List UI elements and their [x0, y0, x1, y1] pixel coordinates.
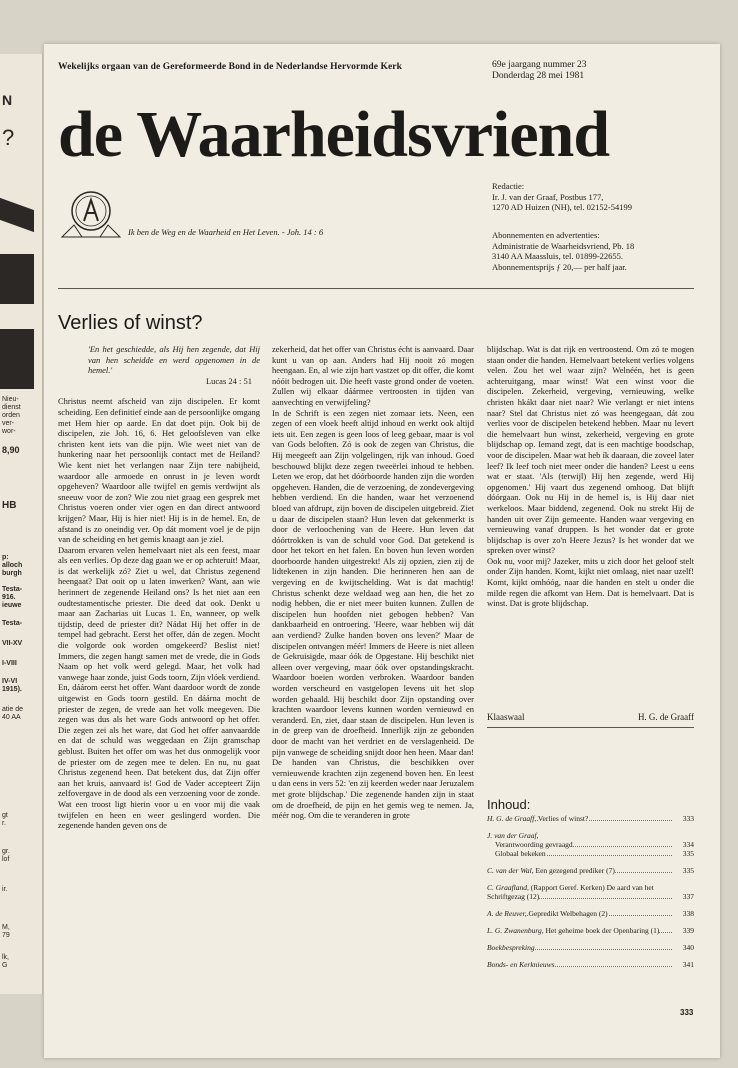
fragment-text: atie de — [2, 706, 24, 713]
toc-title: Een gezegend prediker (7) — [535, 866, 615, 875]
toc-title: (Rapport Geref. Kerken) De aard van het Schriftgezag (12) — [487, 883, 654, 901]
toc-page: 340 — [682, 943, 694, 952]
fragment-text: VII-XV — [2, 640, 23, 647]
fragment-text: alloch — [2, 562, 23, 569]
paragraph: zekerheid, dat het offer van Christus écht is aanvaard. Daar kunt u van op aan. Anders had Hij nooit zó mogen heengaan. En, al wie zijn hart vastzet op dit offer, die komt nóóit bedrogen uit. Die heeft vaste grond onder de voeten. Zullen wij elkaar dáármee vertroosten in tijden van aanvechting en verwijfeling? — [272, 344, 474, 407]
article-signature — [487, 712, 694, 722]
publication-logo-icon — [60, 189, 122, 241]
fragment-text: IV-VI — [2, 678, 18, 685]
toc-page: 335 — [682, 866, 694, 875]
toc-item[interactable] — [487, 960, 694, 969]
toc-title: Globaal bekeken — [495, 849, 546, 858]
toc-page: 339 — [682, 926, 694, 935]
fragment-text: r. — [2, 820, 6, 827]
toc-item[interactable] — [487, 909, 694, 918]
fragment-text: ver- — [2, 420, 15, 427]
issue-date: Donderdag 28 mei 1981 — [492, 71, 585, 81]
masthead-title: de Waarheidsvriend — [58, 98, 610, 171]
bible-quote: 'En het geschiedde, als Hij hen zegende, dat Hij van hen scheidde en werd opgenomen in de hemel.' — [88, 344, 260, 376]
fragment-text: 40 AA — [2, 714, 21, 721]
signature-divider — [487, 727, 694, 728]
fragment-text: ir. — [2, 886, 8, 893]
toc-item[interactable] — [487, 943, 694, 952]
redactie-address: Ir. J. van der Graaf, Postbus 177, — [492, 191, 604, 202]
toc-author: H. G. de Graaff, — [487, 814, 537, 823]
signature-name: H. G. de Graaff — [637, 712, 694, 722]
abonn-address: Administratie de Waarheidsvriend, Pb. 18 — [492, 240, 635, 251]
fragment-text: I-VIII — [2, 660, 17, 667]
fragment-text: 8,90 — [2, 445, 20, 455]
article-column-2 — [272, 344, 474, 821]
article-column-1 — [58, 344, 260, 831]
paragraph: In de Schrift is een zegen niet zomaar iets. Neen, een zegen of een vloek heeft altijd inhoud en werkt ook altijd iets uit. Een zegen is geen loos of leeg gebaar, maar is vol van Gods beloften. Zó is ook de zegen van Christus, die Hij meegeeft aan Zijn volgelingen, rijk van inhoud. Goed beschouwd blijkt deze zegen tweeërlei inhoud te hebben. Leten we erop, dat het dóórboorde handen zijn die worden opgeheven. Handen, die de verzoening, de zondevergeving hebben verdiend. En die handen, waar het verzoenend bloed van afdrupt, zijn boven de discipelen uitgebreid. Ziet u daar de discipelen staan? Hun leven dat gekenmerkt is door de verloochening van de Heere. Hun leven dat dóórtrokken is van de schuld voor God. Dat getekend is door het tekort en het falen. En boven hun leven worden doorboorde handen uitgestrekt! Als zij opzien, zien zij de lidtekenen in zijn handen. Die herinneren hen aan de vergeving en de kwijtschelding. Wat is dat machtig! Christus schenkt deze weldaad weg aan hen, die het zo nodig hebben, die er niet meer buiten kunnen. Zullen de discipelen hun hoofden niet gebogen hebben? Van dankbaarheid en ontroering. 'Heere, waar hebben wij dát aan verdiend? Zulke handen boven ons leven?' Maar de discipelen ontvangen méér! Immers de Heere is niet alleen de Gekruisigde, maar óók de Opgestane. Hij beschikt niet alleen over vergeving, maar óók over opstandingskracht. Waardoor boeien worden verbroken. Waardoor banden worden verscheurd en vastgelopen levens uit het slop worden gehaald. Hij beschikt door Zijn opstanding over krachten waardoor levens kunnen worden vernieuwd en veranderd. En, ziet, daar staan de discipelen. Hun leven is in de greep van de droefheid. Innerlijk zijn ze gebonden door de macht van het verdriet en de verslagenheid. De pijn vanwege de scheiding snijdt door hen heen. Maar dan! De handen van Christus, die beschikken over vernieuwende krachten zijn zegenend boven hen. En leest u dan eens in vers 52: 'en zij keerden weder naar Jeruzalem met grote blijdschap.' Die zegenende handen zijn in staat om de droefheid, de pijn en het gemis weg te nemen. Ja, méér nog. Om die te veranderen in grote — [272, 407, 474, 821]
article-title: Verlies of winst? — [58, 312, 203, 334]
fragment-text: 1915). — [2, 686, 22, 693]
paragraph: Ook nu, voor mij? Jazeker, mits u zich door het geloof stelt onder Zijn handen. Komt, kijkt niet omlaag, niet naar uzelf! Komt, kijkt omhóóg, naar die handen en stelt u onder die milde regen die afkomt van Hem. Dat is hemelvaart. Dat is winst. Dat is grote blijdschap. — [487, 555, 694, 609]
paragraph: Christus neemt afscheid van zijn discipelen. Er komt scheiding. Een definitief einde aan de persoonlijke omgang met Hem hier op aarde. En dat doet pijn. Ook bij de discipelen, zie Joh. 16, 6. Het geloofsleven van elke christen kent iets van die pijn. Wie weet niet van de hunkering naar het persoonlijk contact met de Heiland? Wie kent niet het verlangen naar Zijn tere nabijheid, waardoor alle armoede en onrust in je leven wordt opgeheven? Waardoor alle twijfel en gemis verdwijnt als sneeuw voor de zon? Wie zou niet graag een gesprek met Christus voeren onder vier ogen en dan direct antwoord krijgen? Maar, Hij is hier niet! Hij is in de hemel. En, de afstand is zo oneindig ver. Op dát moment voel je de pijn van de scheiding en het gemis knaagt aan je ziel. — [58, 396, 260, 545]
toc-page: 333 — [682, 814, 694, 823]
fragment-text: G — [2, 962, 8, 969]
issue-info — [492, 60, 587, 82]
toc-title: Boekbespreking — [487, 943, 535, 952]
redactie-label: Redactie: — [492, 181, 525, 191]
redactie-phone: 1270 AD Huizen (NH), tel. 02152-54199 — [492, 202, 632, 212]
toc-title: Gepredikt Welbehagen (2) — [528, 909, 608, 918]
fragment-text: N — [2, 92, 13, 108]
fragment-text: HB — [2, 500, 17, 511]
toc-page: 341 — [682, 960, 694, 969]
motto: Ik ben de Weg en de Waarheid en Het Leven. - Joh. 14 : 6 — [128, 227, 324, 237]
article-column-3 — [487, 344, 694, 609]
fragment-text: orden — [2, 412, 20, 419]
abonn-phone: 3140 AA Maassluis, tel. 01899-22655. — [492, 251, 624, 261]
fragment-image — [0, 329, 34, 389]
fragment-text: ieuwe — [2, 602, 22, 609]
fragment-text: wor- — [2, 428, 16, 435]
toc-item[interactable] — [487, 814, 694, 823]
quote-source: Lucas 24 : 51 — [205, 375, 252, 386]
toc-page: 338 — [682, 909, 694, 918]
toc-author: C. van der Wal, — [487, 866, 534, 875]
fragment-text: Nieu- — [2, 396, 19, 403]
paragraph: blijdschap. Wat is dat rijk en vertroostend. Om zó te mogen staan onder die handen. Hemelvaart betekent verlies volgens velen. Zou het wel waar zijn? Welnéén, het is geen achteruitgang, maar winst! Wat een winst voor die discipelen. Zekerheid, vergeving, vernieuwing, welke christen hkákt daar niet naar? Wie verlangt er niet intens naar? Stel dat Christus niet zó was heengegaan, dát zou verlies voor de discipelen betekend hebben. Maar nu levert die hemelvaart hun winst, zekerheid, vergeving en grote blijdschap op. Iemand zegt, dat is een machtige boodschap, voor de discipelen. Maar wat heb ík daaraan, die zoveel later leef? Ik leef toch niet meer onder die handen? Leest u eens wat er staat. 'Als (terwijl) Hij hen zegende, werd Hij opgenomen.' Hij vaart dus zegenend omhoog. Dat blijft dóórgaan. Ook nu Hij in de hemel is, is Hij daar niet werkeloos. Maar biddend, zegenend. Ook nu strekt Hij de handen uit over Zijn gemeente. Handen waar vergeving en vernieuwing vanaf druppen. Is het wonder dat er grote blijdschap is over zo'n Heere Jezus? Is het wonder dat we spreken over winst? — [487, 344, 694, 556]
fragment-text: 916. — [2, 594, 16, 601]
toc-item[interactable] — [487, 840, 694, 849]
toc-item[interactable] — [487, 866, 694, 875]
header-divider — [58, 288, 694, 289]
toc-page: 337 — [682, 892, 694, 901]
fragment-text: burgh — [2, 570, 22, 577]
toc-page: 334 — [682, 840, 694, 849]
toc-title: Verantwoording gevraagd — [495, 840, 573, 849]
toc-author: J. van der Graaf, — [487, 831, 539, 840]
toc-author: L. G. Zwanenburg, — [487, 926, 544, 935]
fragment-text: lk, — [2, 954, 9, 961]
fragment-text: M, — [2, 924, 10, 931]
fragment-text: gt — [2, 812, 8, 819]
toc-title: Bonds- en Kerknieuws — [487, 960, 555, 969]
toc-author: A. de Reuver, — [487, 909, 527, 918]
toc-item[interactable] — [487, 849, 694, 858]
subscription-info — [492, 230, 634, 272]
fragment-image — [0, 254, 34, 304]
fragment-text: p: — [2, 554, 9, 561]
fragment-text: Testa- — [2, 586, 23, 593]
editorial-info — [492, 181, 632, 213]
issue-volume: 69e jaargang nummer 23 — [492, 60, 587, 70]
fragment-text: 79 — [2, 932, 10, 939]
fragment-text: lof — [2, 856, 10, 863]
toc-item[interactable] — [487, 883, 694, 901]
fragment-image — [0, 198, 34, 232]
toc-title: Verlies of winst? — [537, 814, 589, 823]
abonn-label: Abonnementen en advertenties: — [492, 230, 600, 240]
toc-item[interactable] — [487, 926, 694, 935]
table-of-contents — [487, 814, 694, 977]
paragraph: Daarom ervaren velen hemelvaart niet als een feest, maar als een verlies. Op deze dag gaan we er op achteruit! Maar, is dat werkelijk zó? Ziet u wel, dat Christus zegenend heengaat? Dat ooit op u laten inwerken? Want, aan wie herinnert de zegenende Heiland ons? Is het niet aan een oudtestamentische priester. Die deed dat ook. Denkt u maar aan Zacharias uit Lucas 1. En, wanneer, op welk tijdstip, deed de priester dit? Nádat Hij het offer in de tempel had gebracht. Eerst het offer, dán de zegen. Mocht die volgorde ook worden omgekeerd? Beslist niet! Immers, die zegen hangt samen met de vrede, die in Gods Naam op het volk werd gelegd. Maar, het volk had vanwege haar zonde, juist Gods toorn, Zijn vlóek verdiend. En, dáárom eerst het offer. Want daardoor wordt de zonde uitgewist en Gods toorn gestild. En dáárna mocht de priester de zegen, de vrede aan het volk meegeven. Die zegen was dus als het ware Gods antwoord op het offer. Die zegen zei als het ware, dat God het offer aanvaardde en dat de schuld was weggedaan en Zijn gramschap geblust. Buiten het offer om was het dus onmogelijk voor de priester om de zegen mee te delen. En nu, nu gaat Christus zegenend heen. Dat betekent dus, dat Zijn offer aan het kruis, aanvaard is! God de Vader accepteert Zijn zelfovergave in de dood als een verzoening voor de zonde. Wat een troost ligt hierin voor u en voor mij die vaak twijfelen en heen en weer geslingerd worden. Die zegenende handen geven ons de — [58, 544, 260, 831]
toc-title: Het geheime boek der Openbaring (1) — [545, 926, 660, 935]
fragment-text: Testa- — [2, 620, 23, 627]
abonn-price: Abonnementsprijs ƒ 20,— per half jaar. — [492, 261, 627, 272]
publication-subtitle: Wekelijks orgaan van de Gereformeerde Bond in de Nederlandse Hervormde Kerk — [58, 62, 403, 72]
signature-place: Klaaswaal — [487, 712, 525, 722]
previous-page-fragment — [0, 54, 43, 994]
fragment-text: dienst — [2, 404, 21, 411]
toc-page: 335 — [682, 849, 694, 858]
fragment-text: gr. — [2, 848, 10, 855]
page-number: 333 — [680, 1008, 694, 1017]
contents-title: Inhoud: — [487, 797, 531, 812]
fragment-text: ? — [2, 125, 15, 150]
toc-author: C. Graafland, — [487, 883, 529, 892]
toc-item[interactable] — [487, 831, 694, 840]
